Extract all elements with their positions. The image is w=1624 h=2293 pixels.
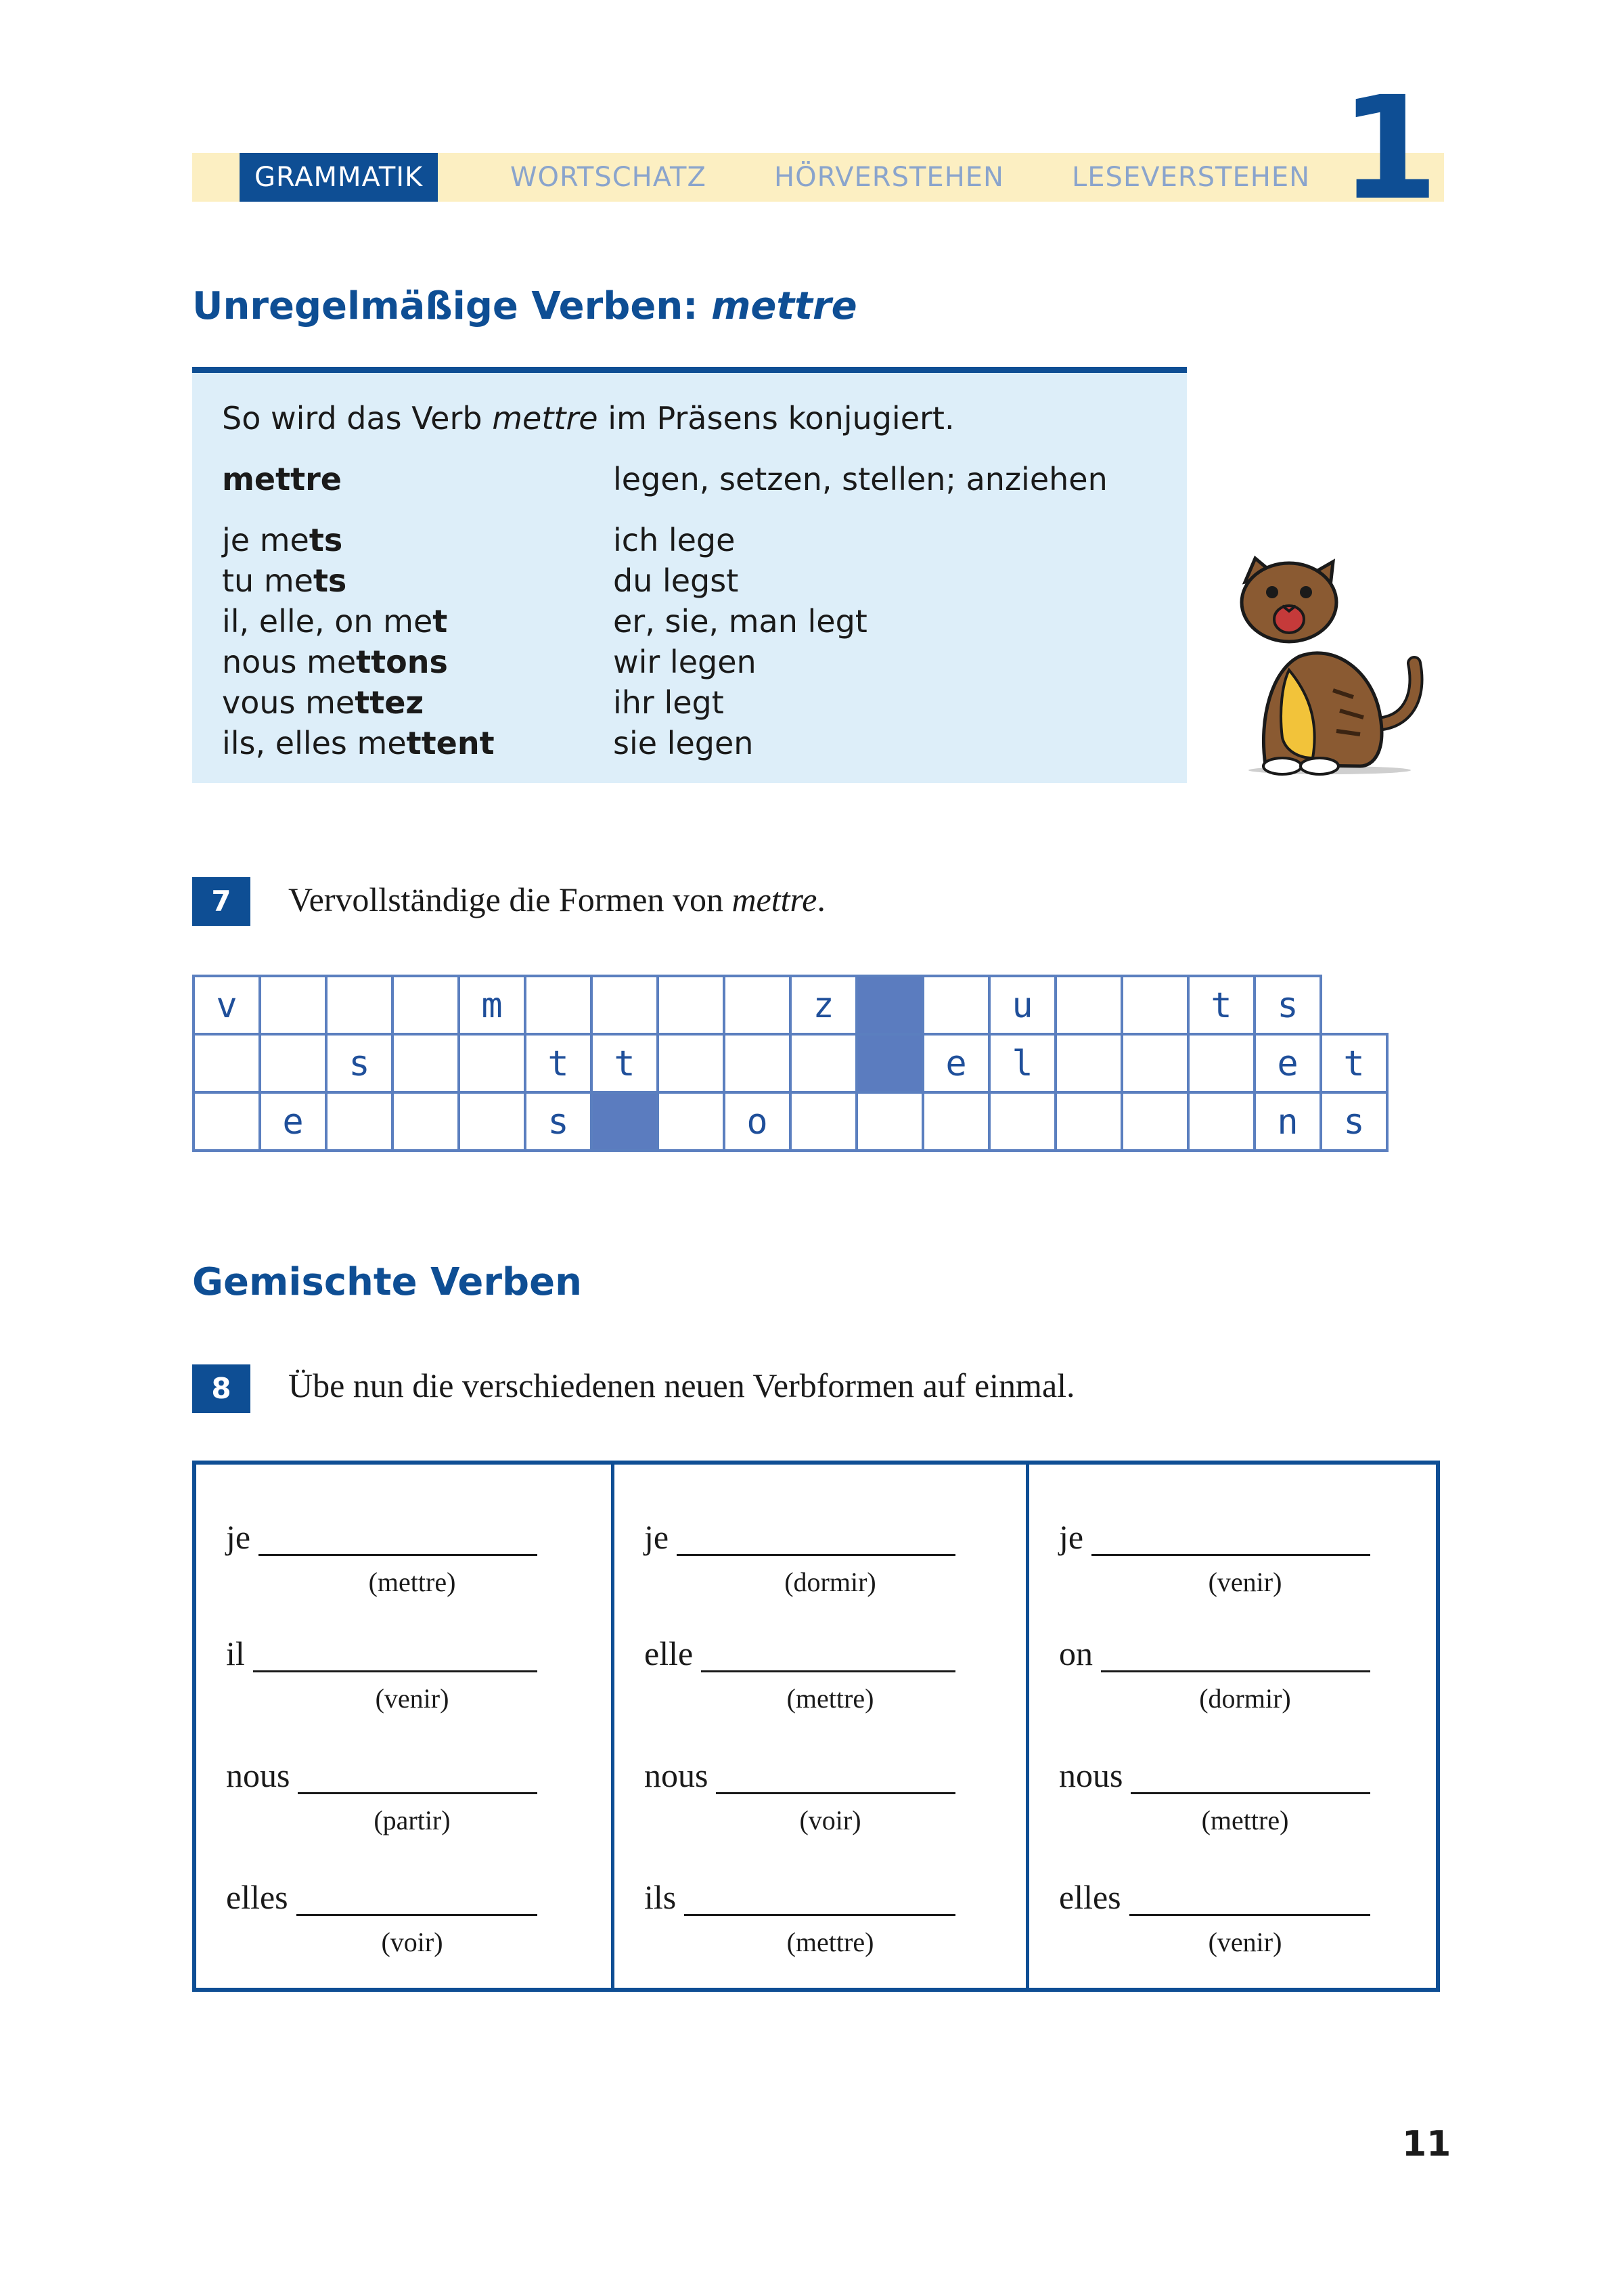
grid-cell[interactable] xyxy=(1187,1091,1256,1152)
grid-cell[interactable] xyxy=(325,975,394,1036)
infinitive-hint: (venir) xyxy=(1208,1927,1282,1957)
answer-blank[interactable] xyxy=(296,1914,537,1916)
conjugation-ending: ttent xyxy=(406,725,495,761)
grid-cell[interactable]: z xyxy=(789,975,858,1036)
practice-column xyxy=(611,1465,1029,1988)
grid-cell[interactable]: u xyxy=(988,975,1057,1036)
grid-cell[interactable] xyxy=(988,1091,1057,1152)
infinitive-hint: (partir) xyxy=(374,1805,451,1835)
infinitive-hint: (mettre) xyxy=(786,1927,874,1957)
page-number: 11 xyxy=(1402,2124,1451,2164)
grid-cell[interactable]: e xyxy=(1253,1033,1322,1094)
conjugation-stem: vous me xyxy=(222,684,355,721)
pronoun-label: nous xyxy=(1059,1756,1123,1794)
tab-wortschatz[interactable]: WORTSCHATZ xyxy=(510,162,706,193)
pronoun-label: elles xyxy=(226,1878,288,1916)
grid-cell[interactable]: s xyxy=(524,1091,593,1152)
conjugation-german: sie legen xyxy=(613,725,754,761)
practice-column xyxy=(196,1465,611,1988)
grid-cell[interactable] xyxy=(1121,975,1190,1036)
conjugation-ending: ts xyxy=(313,562,347,599)
grid-cell[interactable] xyxy=(258,975,328,1036)
grid-cell[interactable] xyxy=(258,1033,328,1094)
infinitive-hint: (venir) xyxy=(1208,1567,1282,1597)
grid-cell[interactable] xyxy=(922,975,991,1036)
conjugation-french xyxy=(222,725,495,761)
tab-leseverstehen[interactable]: LESEVERSTEHEN xyxy=(1072,162,1311,193)
heading-text: Unregelmäßige Verben: xyxy=(192,284,712,328)
grid-cell[interactable] xyxy=(855,1091,924,1152)
instruction-verb: mettre xyxy=(731,881,817,918)
conjugation-stem: je me xyxy=(222,522,309,558)
pronoun-label: ils xyxy=(644,1878,677,1916)
conjugation-german: du legst xyxy=(613,562,739,599)
grid-cell[interactable]: l xyxy=(988,1033,1057,1094)
heading-verb: mettre xyxy=(711,284,857,328)
conjugation-german: ihr legt xyxy=(613,684,724,721)
grid-cell[interactable] xyxy=(723,975,792,1036)
answer-blank[interactable] xyxy=(677,1554,955,1556)
conjugation-stem: il, elle, on me xyxy=(222,603,433,640)
grid-cell[interactable]: m xyxy=(457,975,526,1036)
grid-cell[interactable] xyxy=(391,1033,460,1094)
infinitive-hint: (dormir) xyxy=(1199,1683,1291,1714)
conjugation-ending: ttons xyxy=(356,644,448,680)
tab-grammatik[interactable]: GRAMMATIK xyxy=(240,153,438,202)
conjugation-table xyxy=(222,522,1169,765)
answer-blank[interactable] xyxy=(1129,1914,1370,1916)
grid-cell[interactable] xyxy=(457,1091,526,1152)
grid-cell[interactable]: s xyxy=(1253,975,1322,1036)
grid-cell[interactable] xyxy=(192,1091,261,1152)
grid-cell[interactable] xyxy=(1187,1033,1256,1094)
grid-cell[interactable] xyxy=(325,1091,394,1152)
conjugation-row xyxy=(222,725,1169,765)
conjugation-stem: ils, elles me xyxy=(222,725,407,761)
grid-cell[interactable] xyxy=(524,975,593,1036)
grid-cell[interactable] xyxy=(1121,1091,1190,1152)
grid-cell[interactable]: t xyxy=(590,1033,659,1094)
grid-cell[interactable] xyxy=(192,1033,261,1094)
grid-cell[interactable] xyxy=(656,1091,725,1152)
grid-cell[interactable] xyxy=(1054,1033,1123,1094)
grid-cell[interactable]: s xyxy=(1320,1091,1389,1152)
grid-cell[interactable]: n xyxy=(1253,1091,1322,1152)
conjugation-ending: ttez xyxy=(355,684,424,721)
grid-cell[interactable] xyxy=(457,1033,526,1094)
section-heading-gemischte-verben: Gemischte Verben xyxy=(192,1260,582,1304)
grid-cell[interactable] xyxy=(656,1033,725,1094)
grid-cell[interactable]: o xyxy=(723,1091,792,1152)
chapter-number: 1 xyxy=(1340,66,1439,231)
conjugation-french xyxy=(222,522,342,558)
answer-blank[interactable] xyxy=(701,1670,955,1672)
grid-cell[interactable] xyxy=(391,1091,460,1152)
conjugation-german: wir legen xyxy=(613,644,757,680)
grid-cell[interactable] xyxy=(656,975,725,1036)
answer-blank[interactable] xyxy=(253,1670,537,1672)
grid-cell[interactable]: t xyxy=(524,1033,593,1094)
conjugation-french xyxy=(222,684,424,721)
conjugation-french xyxy=(222,644,448,680)
infinitive-hint: (mettre) xyxy=(1201,1805,1289,1835)
infinitive-hint: (mettre) xyxy=(786,1683,874,1714)
instruction-post: . xyxy=(817,881,826,918)
infinitive-hint: (voir) xyxy=(381,1927,443,1957)
pronoun-label: on xyxy=(1059,1634,1093,1672)
pronoun-label: je xyxy=(644,1518,669,1556)
infinitive-hint: (mettre) xyxy=(368,1567,456,1597)
conjugation-ending: ts xyxy=(309,522,343,558)
grid-cell[interactable]: t xyxy=(1187,975,1256,1036)
conjugation-row xyxy=(222,522,1169,562)
grid-cell[interactable]: t xyxy=(1320,1033,1389,1094)
conjugation-row xyxy=(222,562,1169,603)
pronoun-label: elle xyxy=(644,1634,694,1672)
grid-cell[interactable]: v xyxy=(192,975,261,1036)
grid-cell[interactable] xyxy=(1054,975,1123,1036)
grid-cell[interactable] xyxy=(590,975,659,1036)
pronoun-label: je xyxy=(1059,1518,1084,1556)
cat-illustration xyxy=(1218,555,1441,778)
grid-cell[interactable]: s xyxy=(325,1033,394,1094)
grid-cell-blocked xyxy=(855,975,924,1036)
conjugation-row xyxy=(222,603,1169,644)
pronoun-label: nous xyxy=(226,1756,290,1794)
answer-blank[interactable] xyxy=(1101,1670,1370,1672)
grid-cell[interactable] xyxy=(922,1091,991,1152)
grid-cell[interactable] xyxy=(1054,1091,1123,1152)
conjugation-infinitive: mettre xyxy=(222,461,342,497)
grid-cell-blocked xyxy=(590,1091,659,1152)
infinitive-hint: (venir) xyxy=(375,1683,449,1714)
pronoun-label: je xyxy=(226,1518,251,1556)
conjugation-meaning: legen, setzen, stellen; anziehen xyxy=(613,461,1108,497)
intro-post: im Präsens konjugiert. xyxy=(597,400,955,437)
infinitive-hint: (voir) xyxy=(799,1805,861,1835)
conjugation-german: er, sie, man legt xyxy=(613,603,867,640)
exercise-8-instruction: Übe nun die verschiedenen neuen Verbformen auf einmal. xyxy=(288,1366,1075,1404)
conjugation-box xyxy=(192,367,1187,783)
answer-blank[interactable] xyxy=(716,1792,955,1794)
grid-cell[interactable] xyxy=(391,975,460,1036)
infinitive-hint: (dormir) xyxy=(784,1567,876,1597)
section-nav-bar xyxy=(192,153,1444,202)
answer-blank[interactable] xyxy=(1131,1792,1370,1794)
grid-cell-blocked xyxy=(855,1033,924,1094)
conjugation-stem: tu me xyxy=(222,562,313,599)
conjugation-row xyxy=(222,684,1169,725)
section-heading-mettre xyxy=(192,284,857,328)
conjugation-ending: t xyxy=(432,603,448,640)
grid-cell[interactable]: e xyxy=(258,1091,328,1152)
conjugation-intro xyxy=(222,400,955,437)
intro-verb: mettre xyxy=(492,400,598,437)
pronoun-label: elles xyxy=(1059,1878,1121,1916)
answer-blank[interactable] xyxy=(258,1554,537,1556)
grid-cell[interactable] xyxy=(723,1033,792,1094)
tab-hoerverstehen[interactable]: HÖRVERSTEHEN xyxy=(774,162,1004,193)
pronoun-label: nous xyxy=(644,1756,708,1794)
grid-cell[interactable]: e xyxy=(922,1033,991,1094)
conjugation-stem: nous me xyxy=(222,644,357,680)
grid-cell[interactable] xyxy=(789,1033,858,1094)
answer-blank[interactable] xyxy=(1091,1554,1370,1556)
exercise-7-instruction xyxy=(288,880,826,919)
intro-pre: So wird das Verb xyxy=(222,400,493,437)
answer-blank[interactable] xyxy=(298,1792,537,1794)
instruction-pre: Vervollständige die Formen von xyxy=(288,881,732,918)
conjugation-french xyxy=(222,562,346,599)
verb-practice-table xyxy=(192,1461,1440,1992)
conjugation-german: ich lege xyxy=(613,522,736,558)
pronoun-label: il xyxy=(226,1634,245,1672)
exercise-number-8: 8 xyxy=(192,1364,250,1413)
conjugation-row xyxy=(222,644,1169,684)
conjugation-french xyxy=(222,603,447,640)
grid-cell[interactable] xyxy=(1121,1033,1190,1094)
grid-cell[interactable] xyxy=(789,1091,858,1152)
exercise-number-7: 7 xyxy=(192,877,250,926)
practice-column xyxy=(1026,1465,1444,1988)
answer-blank[interactable] xyxy=(684,1914,955,1916)
